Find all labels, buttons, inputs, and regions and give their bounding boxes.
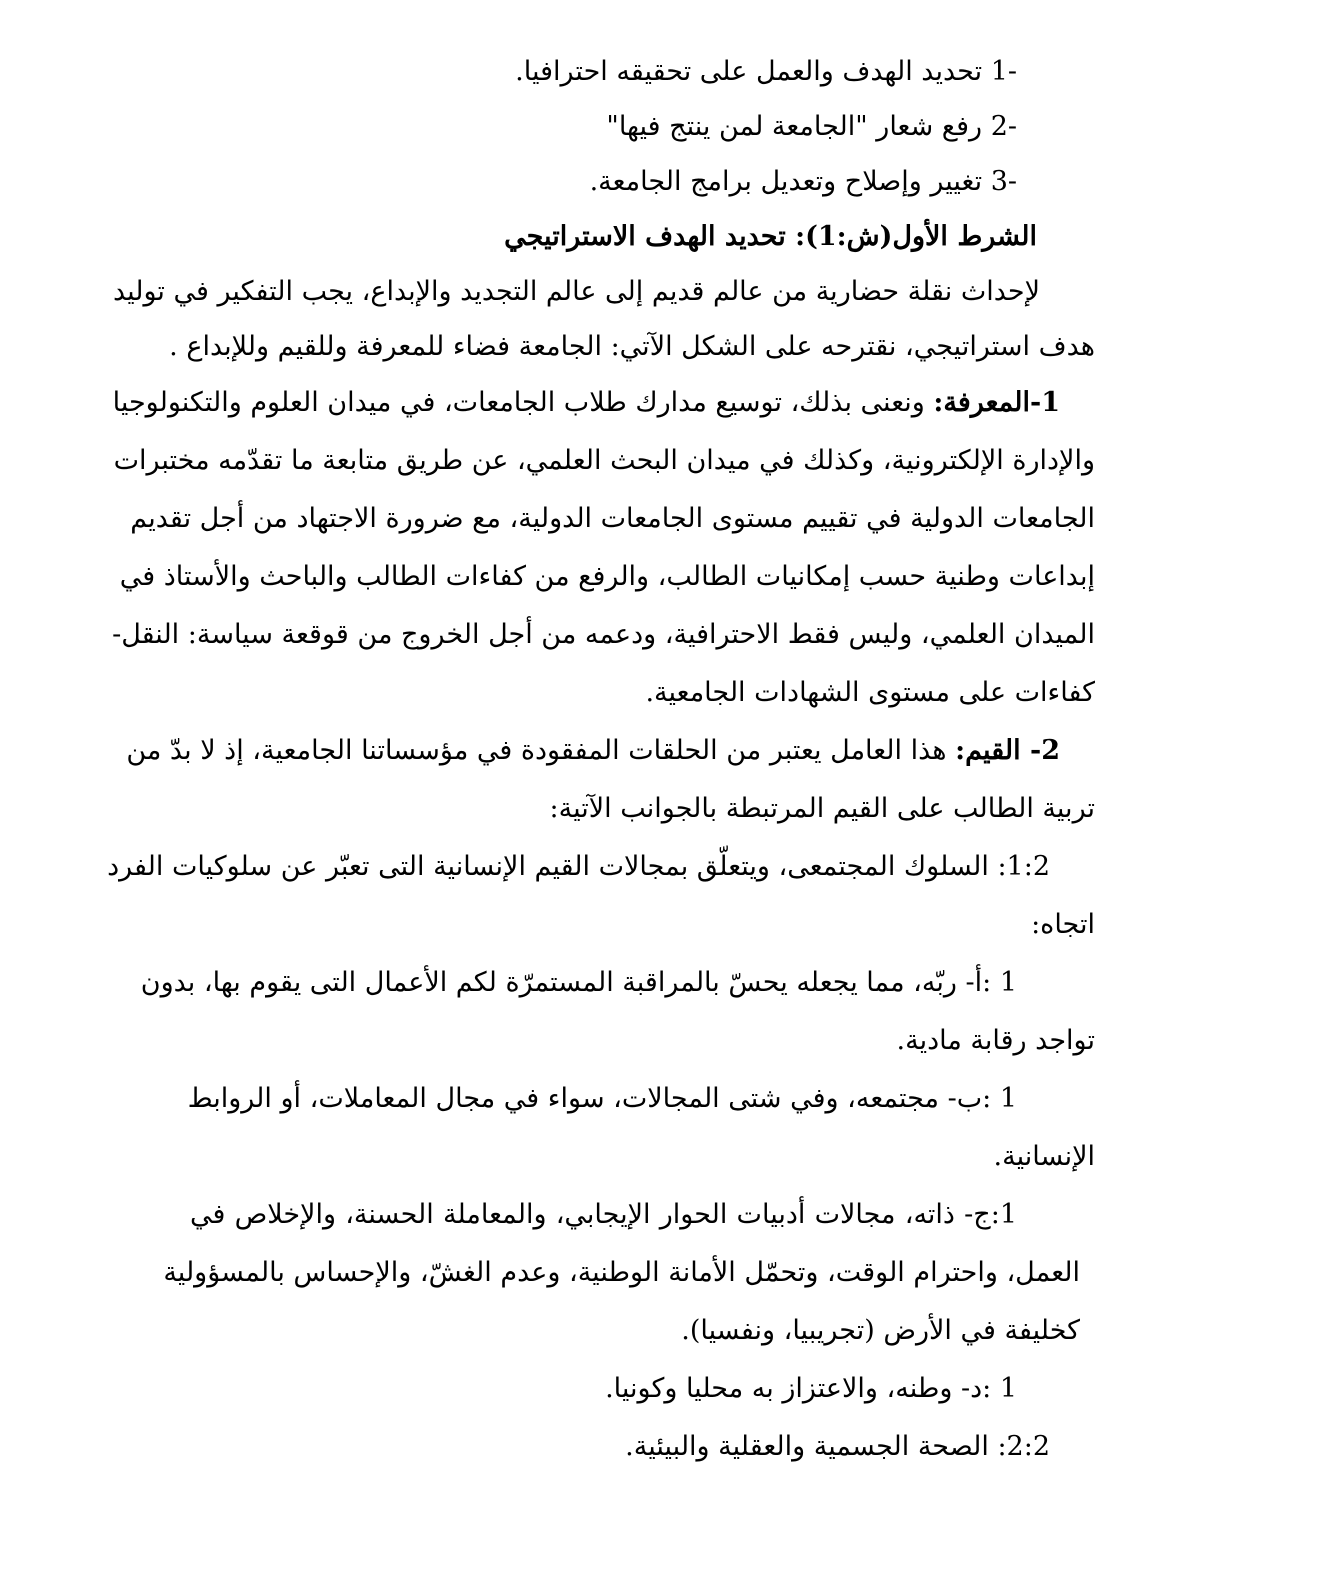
values-text-1: هذا العامل يعتبر من الحلقات المفقودة في مؤسساتنا الجامعية، إذ لا بدّ من (126, 735, 947, 766)
item-b-line-1: 1 :ب- مجتمعه، وفي شتى المجالات، سواء في مجال المعاملات، أو الروابط (187, 1083, 1017, 1114)
step-2-text: رفع شعار "الجامعة لمن ينتج فيها" (606, 111, 983, 142)
knowledge-label: 1-المعرفة: (933, 387, 1060, 418)
step-1-text: تحديد الهدف والعمل على تحقيقه احترافيا. (515, 56, 983, 87)
step-3-number: 3- (990, 166, 1017, 197)
health-item: 2:2: الصحة الجسمية والعقلية والبيئية. (625, 1431, 1050, 1462)
item-c-line-3: كخليفة في الأرض (تجريبيا، ونفسيا). (681, 1315, 1080, 1346)
item-c-line-2: العمل، واحترام الوقت، وتحمّل الأمانة الوطنية، وعدم الغشّ، والإحساس بالمسؤولية (163, 1257, 1080, 1288)
social-line-1: 1:2: السلوك المجتمعى، ويتعلّق بمجالات القيم الإنسانية التى تعبّر عن سلوكيات الفرد (107, 851, 1050, 882)
knowledge-line-2: والإدارة الإلكترونية، وكذلك في ميدان البحث العلمي، عن طريق متابعة ما تقدّمه مختبرات (113, 445, 1095, 476)
step-3 (150, 154, 1017, 209)
values-line-2: تربية الطالب على القيم المرتبطة بالجوانب الآتية: (549, 793, 1095, 824)
intro-line-1: لإحداث نقلة حضارية من عالم قديم إلى عالم التجديد والإبداع، يجب التفكير في توليد (112, 276, 1040, 307)
values-line-1 (126, 722, 1060, 780)
intro-line-2: هدف استراتيجي، نقترحه على الشكل الآتي: الجامعة فضاء للمعرفة وللقيم وللإبداع . (169, 331, 1095, 362)
step-1-number: 1- (990, 56, 1017, 87)
knowledge-line-3: الجامعات الدولية في تقييم مستوى الجامعات الدولية، مع ضرورة الاجتهاد من أجل تقديم (130, 503, 1095, 534)
document-page (107, 44, 1095, 1476)
condition-heading: الشرط الأول(ش:1): تحديد الهدف الاستراتيجي (504, 221, 1037, 252)
knowledge-line-4: إبداعات وطنية حسب إمكانيات الطالب، والرفع من كفاءات الطالب والباحث والأستاذ في (119, 561, 1095, 592)
step-2 (150, 99, 1017, 154)
step-1 (150, 44, 1017, 99)
knowledge-line-1 (112, 374, 1060, 432)
knowledge-line-5: الميدان العلمي، وليس فقط الاحترافية، ودعمه من أجل الخروج من قوقعة سياسة: النقل- (112, 619, 1095, 650)
item-d: 1 :د- وطنه، والاعتزاز به محليا وكونيا. (605, 1373, 1017, 1404)
item-a-line-2: تواجد رقابة مادية. (896, 1025, 1095, 1056)
knowledge-line-6: كفاءات على مستوى الشهادات الجامعية. (645, 677, 1095, 708)
step-2-number: 2- (990, 111, 1017, 142)
social-line-2: اتجاه: (1031, 909, 1095, 940)
values-label: 2- القيم: (955, 735, 1060, 766)
item-b-line-2: الإنسانية. (993, 1141, 1095, 1172)
item-c-line-1: 1:ج- ذاته، مجالات أدبيات الحوار الإيجابي، والمعاملة الحسنة، والإخلاص في (190, 1199, 1017, 1230)
item-a-line-1: 1 :أ- ربّه، مما يجعله يحسّ بالمراقبة المستمرّة لكم الأعمال التى يقوم بها، بدون (140, 967, 1017, 998)
step-3-text: تغيير وإصلاح وتعديل برامج الجامعة. (589, 166, 983, 197)
knowledge-text-1: ونعنى بذلك، توسيع مدارك طلاب الجامعات، في ميدان العلوم والتكنولوجيا (112, 387, 925, 418)
